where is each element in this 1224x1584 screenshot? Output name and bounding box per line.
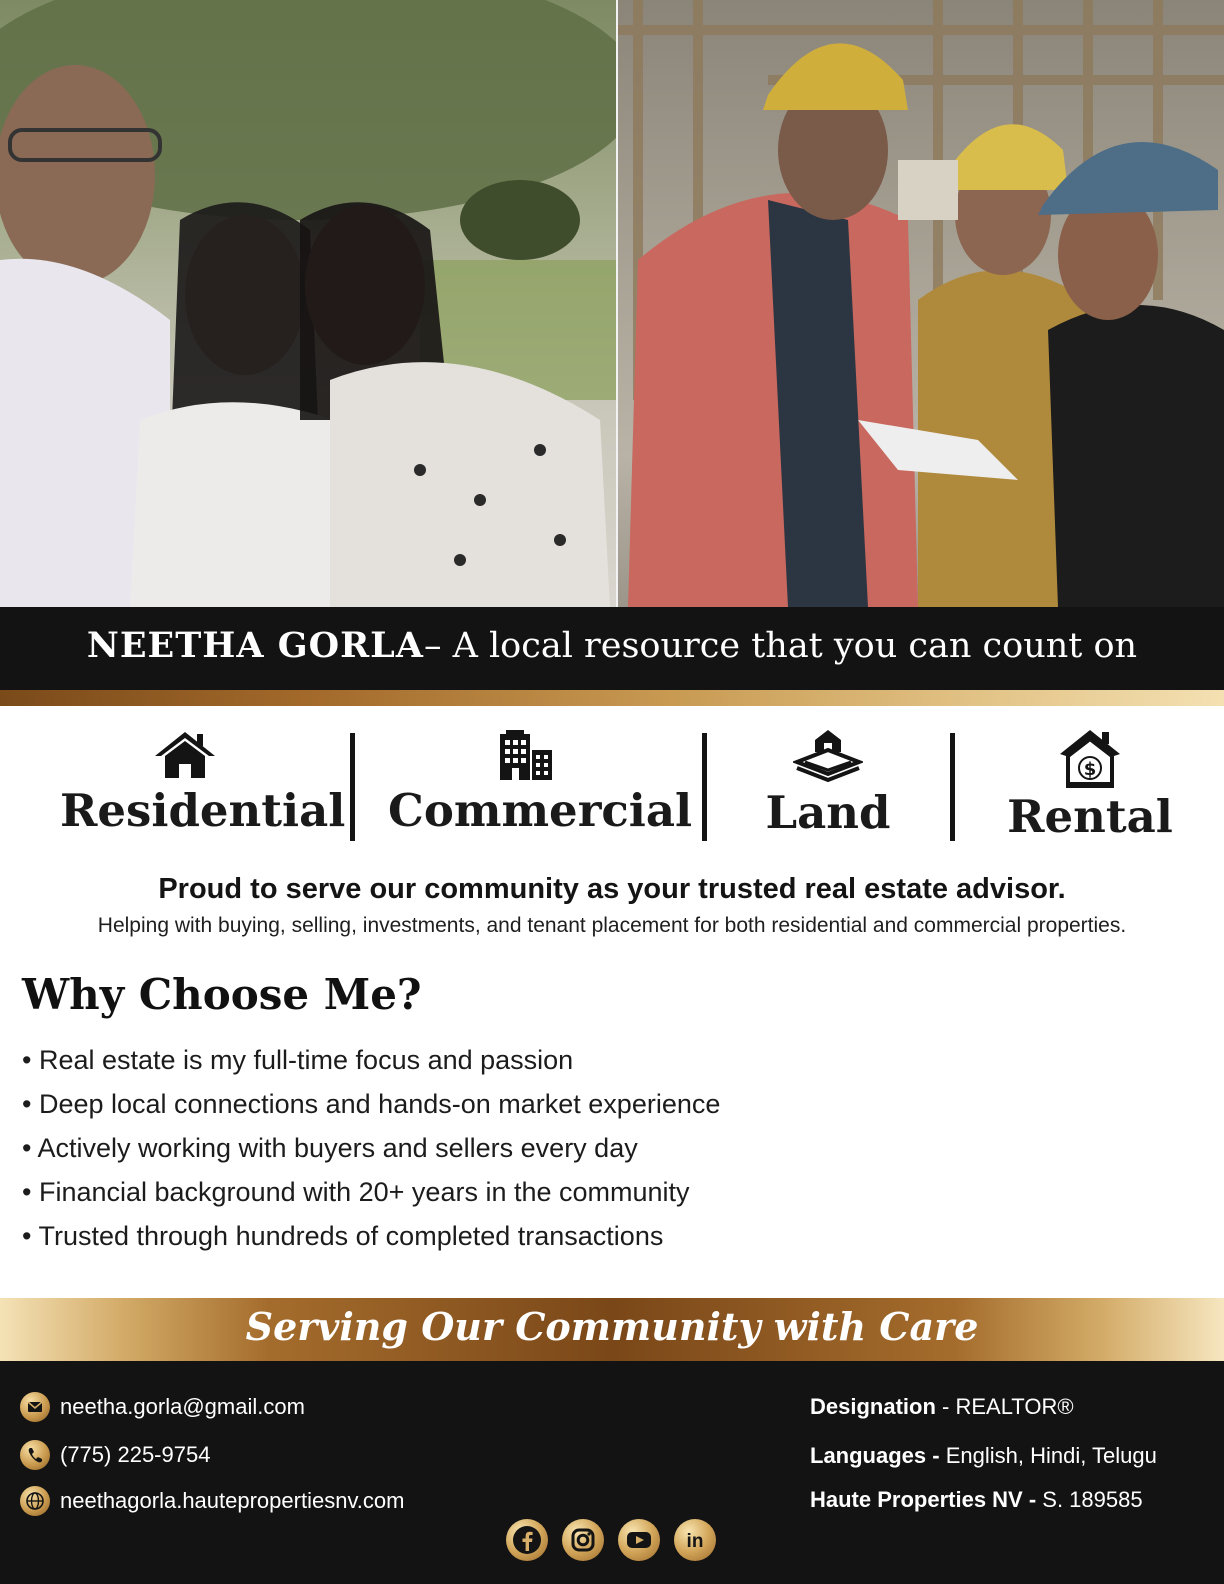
designation-value: - REALTOR®: [935, 1394, 1074, 1419]
tagline-subline: Helping with buying, selling, investments, and tenant placement for both residential and commercial properties.: [97, 914, 1127, 937]
list-item: • Financial background with 20+ years in the community: [22, 1177, 690, 1207]
phone-icon: [20, 1440, 50, 1470]
brokerage-line: [810, 1487, 1143, 1513]
service-rental: [990, 728, 1190, 843]
service-separator: [350, 733, 355, 841]
service-separator: [950, 733, 955, 841]
linkedin-icon[interactable]: [674, 1519, 716, 1561]
languages-value: English, Hindi, Telugu: [939, 1443, 1157, 1468]
service-label-residential: Residential: [60, 784, 346, 837]
svg-text:in: in: [686, 1531, 704, 1552]
service-separator: [702, 733, 707, 841]
list-item: • Real estate is my full-time focus and passion: [22, 1045, 574, 1075]
service-residential: [60, 728, 346, 837]
designation-line: [810, 1394, 1074, 1420]
youtube-icon[interactable]: [618, 1519, 660, 1561]
gold-accent-band: [0, 690, 1224, 706]
land-parcel-icon: [793, 728, 863, 784]
why-list: [22, 1038, 720, 1258]
community-band: [0, 1298, 1224, 1361]
website-link[interactable]: neethagorla.hautepropertiesnv.com: [60, 1488, 405, 1513]
designation-label: Designation: [810, 1394, 936, 1419]
why-heading: Why Choose Me?: [22, 970, 422, 1019]
languages-label: Languages -: [810, 1443, 940, 1468]
service-land: [740, 728, 916, 839]
brokerage-value: S. 189585: [1036, 1487, 1143, 1512]
list-item: • Actively working with buyers and sellers every day: [22, 1133, 638, 1163]
house-icon: [153, 728, 217, 782]
community-slogan: Serving Our Community with Care: [245, 1304, 979, 1349]
rental-house-dollar-icon: [1058, 728, 1122, 788]
photo-construction-site-illustration: [618, 0, 1224, 607]
brokerage-label: Haute Properties NV -: [810, 1487, 1037, 1512]
service-label-commercial: Commercial: [388, 784, 693, 837]
service-label-rental: Rental: [1007, 790, 1173, 843]
phone-link[interactable]: (775) 225-9754: [60, 1442, 211, 1467]
service-commercial: [388, 728, 693, 837]
title-bar: [0, 607, 1224, 690]
photo-family-keys: [0, 0, 616, 607]
svg-text:$: $: [1083, 759, 1097, 780]
email-icon: [20, 1392, 50, 1422]
facebook-icon[interactable]: [506, 1519, 548, 1561]
languages-line: [810, 1443, 1157, 1469]
photo-construction-site: [618, 0, 1224, 607]
buildings-icon: [496, 728, 556, 782]
tagline-headline: Proud to serve our community as your trusted real estate advisor.: [158, 873, 1066, 905]
globe-icon: [20, 1486, 50, 1516]
list-item: • Deep local connections and hands-on market experience: [22, 1089, 721, 1119]
list-item: • Trusted through hundreds of completed transactions: [22, 1221, 664, 1251]
agent-name: NEETHA GORLA: [86, 625, 424, 666]
photo-family-keys-illustration: [0, 0, 616, 607]
instagram-icon[interactable]: [562, 1519, 604, 1561]
service-label-land: Land: [765, 786, 891, 839]
page-title: [0, 625, 1224, 666]
title-tagline: – A local resource that you can count on: [423, 626, 1138, 666]
email-link[interactable]: neetha.gorla@gmail.com: [60, 1394, 305, 1419]
